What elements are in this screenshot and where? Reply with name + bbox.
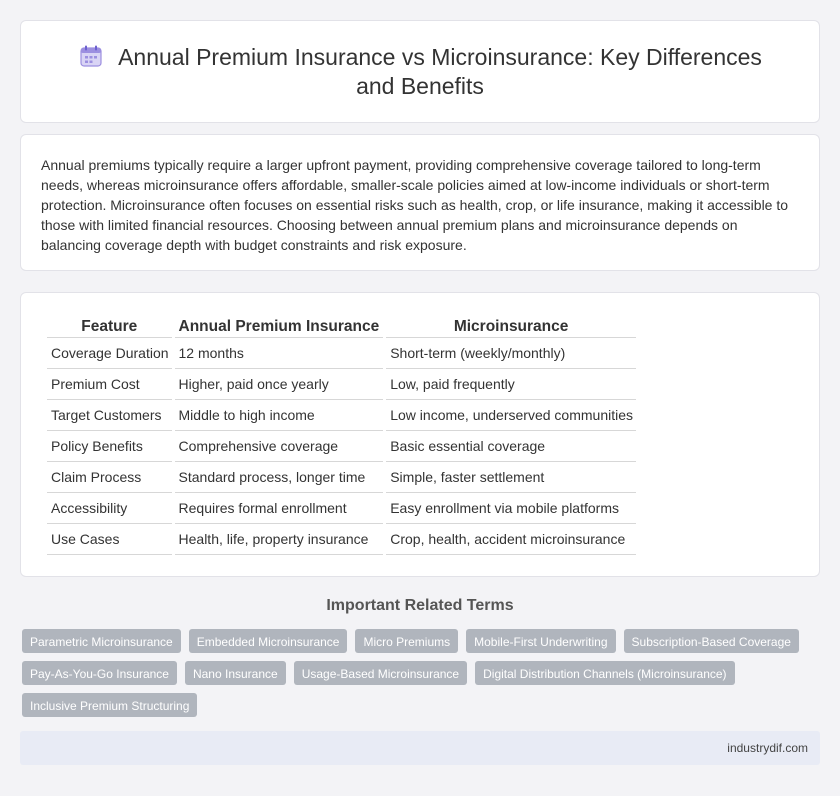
table-cell: Requires formal enrollment bbox=[175, 493, 384, 524]
comparison-table bbox=[44, 316, 639, 555]
related-term-tag[interactable]: Micro Premiums bbox=[355, 629, 458, 653]
table-cell: Health, life, property insurance bbox=[175, 524, 384, 555]
table-row bbox=[47, 338, 636, 369]
column-header-annual-premium: Annual Premium Insurance bbox=[175, 316, 384, 338]
table-cell: Basic essential coverage bbox=[386, 431, 636, 462]
table-row bbox=[47, 493, 636, 524]
table-cell: Higher, paid once yearly bbox=[175, 369, 384, 400]
table-row bbox=[47, 369, 636, 400]
table-row bbox=[47, 431, 636, 462]
table-cell: Coverage Duration bbox=[47, 338, 172, 369]
table-cell: Target Customers bbox=[47, 400, 172, 431]
related-term-tag[interactable]: Subscription-Based Coverage bbox=[624, 629, 799, 653]
table-cell: Short-term (weekly/monthly) bbox=[386, 338, 636, 369]
table-cell: Crop, health, accident microinsurance bbox=[386, 524, 636, 555]
footer-site-link[interactable]: industrydif.com bbox=[727, 741, 808, 755]
table-cell: Middle to high income bbox=[175, 400, 384, 431]
table-cell: Use Cases bbox=[47, 524, 172, 555]
table-cell: Standard process, longer time bbox=[175, 462, 384, 493]
comparison-table-card bbox=[20, 292, 820, 577]
related-terms-list bbox=[22, 629, 812, 717]
table-cell: Simple, faster settlement bbox=[386, 462, 636, 493]
related-term-tag[interactable]: Inclusive Premium Structuring bbox=[22, 693, 197, 717]
page-title bbox=[61, 43, 779, 101]
related-term-tag[interactable]: Usage-Based Microinsurance bbox=[294, 661, 467, 685]
column-header-microinsurance: Microinsurance bbox=[386, 316, 636, 338]
page-title-text: Annual Premium Insurance vs Microinsurance: Key Differences and Benefits bbox=[118, 43, 762, 99]
table-header-row bbox=[47, 316, 636, 338]
table-cell: Claim Process bbox=[47, 462, 172, 493]
table-cell: Easy enrollment via mobile platforms bbox=[386, 493, 636, 524]
table-cell: Policy Benefits bbox=[47, 431, 172, 462]
table-cell: Accessibility bbox=[47, 493, 172, 524]
table-cell: Premium Cost bbox=[47, 369, 172, 400]
intro-card bbox=[20, 134, 820, 271]
related-term-tag[interactable]: Mobile-First Underwriting bbox=[466, 629, 615, 653]
related-term-tag[interactable]: Digital Distribution Channels (Microinsurance) bbox=[475, 661, 734, 685]
calendar-icon bbox=[78, 43, 104, 69]
table-row bbox=[47, 462, 636, 493]
related-term-tag[interactable]: Embedded Microinsurance bbox=[189, 629, 348, 653]
related-term-tag[interactable]: Pay-As-You-Go Insurance bbox=[22, 661, 177, 685]
intro-paragraph: Annual premiums typically require a larger upfront payment, providing comprehensive coverage tailored to long-term needs, whereas microinsurance offers affordable, smaller-scale policies aimed at low-income individuals or short-term protection. Microinsurance often focuses on essential risks such as health, crop, or life insurance, making it accessible to those with limited financial resources. Choosing between annual premium plans and microinsurance depends on balancing coverage depth with budget constraints and risk exposure. bbox=[41, 157, 789, 253]
table-row bbox=[47, 400, 636, 431]
table-cell: Comprehensive coverage bbox=[175, 431, 384, 462]
table-cell: 12 months bbox=[175, 338, 384, 369]
table-cell: Low income, underserved communities bbox=[386, 400, 636, 431]
related-terms-heading: Important Related Terms bbox=[326, 597, 514, 614]
related-term-tag[interactable]: Nano Insurance bbox=[185, 661, 286, 685]
table-cell: Low, paid frequently bbox=[386, 369, 636, 400]
header-card bbox=[20, 20, 820, 123]
column-header-feature: Feature bbox=[47, 316, 172, 338]
footer bbox=[20, 731, 820, 765]
related-term-tag[interactable]: Parametric Microinsurance bbox=[22, 629, 181, 653]
table-row bbox=[47, 524, 636, 555]
